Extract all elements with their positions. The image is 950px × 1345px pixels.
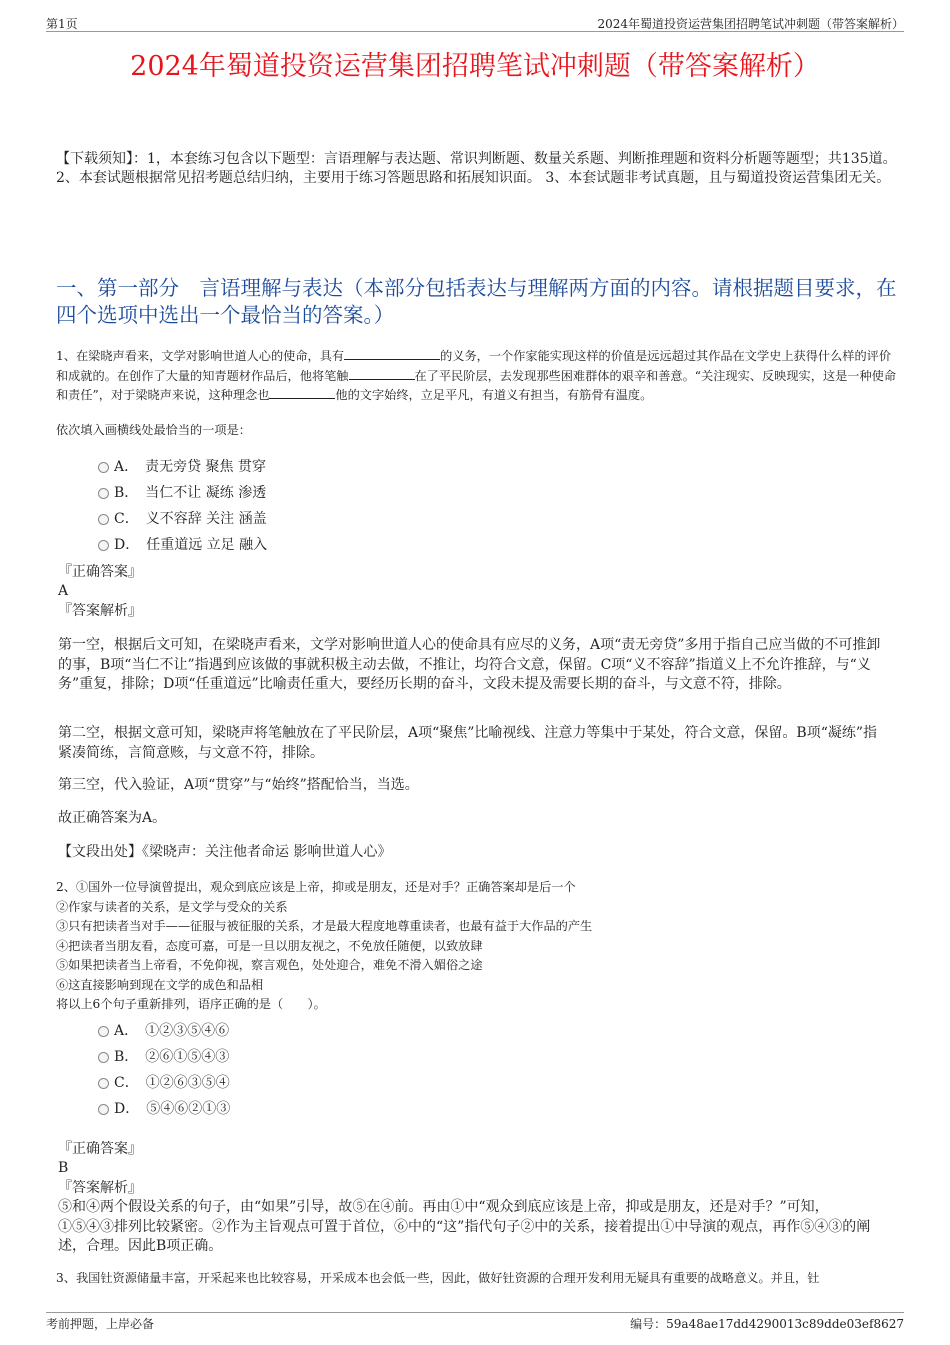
document-id: 编号：59a48ae17dd4290013c89dde03ef8627: [630, 1317, 904, 1331]
radio-icon[interactable]: [98, 1104, 109, 1115]
analysis-paragraph: 第一空，根据后文可知，在梁晓声看来，文学对影响世道人心的使命具有应尽的义务，A项“责无旁贷”多用于指自己应当做的不可推卸的事，B项“当仁不让”指遇到应该做的事就积极主动去做，不推让，均符合文意，保留。C项“义不容辞”指道义上不允许推辞，与“义务”重复，排除；D项“任重道远”比喻责任重大，要经历长期的奋斗，文段未提及需要长期的奋斗，与文意不符，排除。: [58, 637, 881, 692]
question-1-prompt: 依次填入画横线处最恰当的一项是：: [56, 423, 251, 437]
page-footer: [46, 1312, 904, 1331]
page-header: [46, 13, 904, 32]
blank-2: [349, 367, 415, 380]
section-heading: 一、第一部分 言语理解与表达（本部分包括表达与理解两方面的内容。请根据题目要求，在四个选项中选出一个最恰当的答案。）: [56, 276, 897, 327]
radio-icon[interactable]: [98, 1026, 109, 1037]
document-title: 2024年蜀道投资运营集团招聘笔试冲刺题（带答案解析）: [130, 51, 820, 82]
footer-slogan: 考前押题，上岸必备: [46, 1317, 155, 1331]
analysis-paragraph: ⑤和④两个假设关系的句子，由“如果”引导，故⑤在④前。再由①中“观众到底应该是上帝，抑或是朋友，还是对手？”可知，①⑤④③排列比较紧密。②作为主旨观点可置于首位，⑥中的“这”指代句子②中的关系，接着提出①中导演的观点，再作⑤④③的阐述，合理。因此B项正确。: [58, 1199, 871, 1254]
analysis-label: 『答案解析』: [58, 1180, 142, 1196]
radio-icon[interactable]: [98, 1078, 109, 1089]
header-doc-title: 2024年蜀道投资运营集团招聘笔试冲刺题（带答案解析）: [597, 17, 904, 31]
correct-answer: A: [58, 583, 69, 599]
analysis-label: 『答案解析』: [58, 603, 142, 619]
blank-3: [269, 386, 335, 399]
question-2-stem: 2、①国外一位导演曾提出，观众到底应该是上帝，抑或是朋友，还是对手？正确答案却是后一个 ②作家与读者的关系，是文学与受众的关系 ③只有把读者当对手——征服与被征服的关系，才是最大程度地尊重读者，也最有益于大作品的产生 ④把读者当朋友看，态度可嘉，可是一旦以朋友视之，不免放任随便，以致放肆 ⑤如果把读者当上帝看，不免仰视，察言观色，处处迎合，难免不滑入媚俗之途 ⑥这直接影响到现在文学的成色和品相 将以上6个句子重新排列，语序正确的是（ ）。: [56, 880, 593, 1011]
question-1-stem: 1、在梁晓声看来，文学对影响世道人心的使命，具有 的义务，一个作家能实现这样的价值是远远超过其作品在文学史上获得什么样的评价和成就的。在创作了大量的知青题材作品后，他将笔触 在了平民阶层，去发现那些困难群体的艰辛和善意。“关注现实、反映现实，这是一种使命和责任”，对于梁晓声来说，这种理念也 他的文字始终，立足平凡，有道义有担当，有筋骨有温度。: [56, 349, 897, 402]
answer-label: 『正确答案』: [58, 564, 142, 580]
analysis-conclusion: 故正确答案为A。: [58, 810, 167, 826]
blank-1: [344, 347, 440, 360]
download-notice: 【下载须知】：1，本套练习包含以下题型：言语理解与表达题、常识判断题、数量关系题、判断推理题和资料分析题等题型；共135道。 2、本套试题根据常见招考题总结归纳，主要用于练习答题思路和拓展知识面。 3、本套试题非考试真题，且与蜀道投资运营集团无关。: [56, 151, 897, 186]
question-3-stem: 3、我国钍资源储量丰富，开采起来也比较容易，开采成本也会低一些，因此，做好钍资源的合理开发利用无疑具有重要的战略意义。并且，钍: [56, 1271, 820, 1285]
radio-icon[interactable]: [98, 488, 109, 499]
page-number: 第1页: [46, 17, 78, 31]
analysis-paragraph: 第二空，根据文意可知，梁晓声将笔触放在了平民阶层，A项“聚焦”比喻视线、注意力等集中于某处，符合文意，保留。B项“凝练”指紧凑简练，言简意赅，与文意不符，排除。: [58, 725, 878, 761]
answer-label: 『正确答案』: [58, 1141, 142, 1157]
source-citation: 【文段出处】《梁晓声：关注他者命运 影响世道人心》: [58, 844, 392, 860]
analysis-paragraph: 第三空，代入验证，A项“贯穿”与“始终”搭配恰当，当选。: [58, 777, 419, 793]
radio-icon[interactable]: [98, 1052, 109, 1063]
radio-icon[interactable]: [98, 540, 109, 551]
radio-icon[interactable]: [98, 462, 109, 473]
correct-answer: B: [58, 1160, 69, 1176]
radio-icon[interactable]: [98, 514, 109, 525]
